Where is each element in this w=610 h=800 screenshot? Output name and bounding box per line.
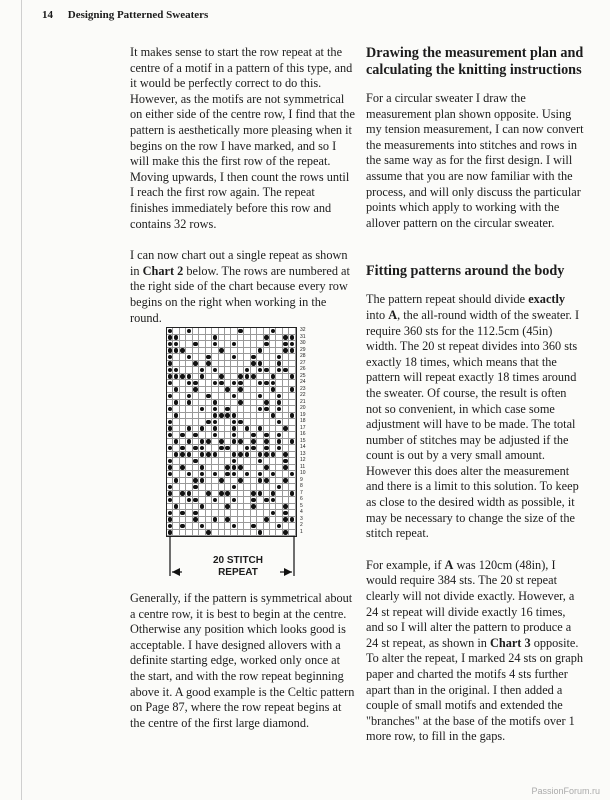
row-number: 17 xyxy=(300,424,306,431)
row-number: 27 xyxy=(300,359,306,366)
chart-grid xyxy=(166,327,297,537)
row-number: 7 xyxy=(300,489,303,496)
paragraph: I can now chart out a single repeat as shown in Chart 2 below. The rows are numbered at the right side of the chart because every row begins on the right when working in the round. xyxy=(130,248,350,325)
row-number: 31 xyxy=(300,333,306,340)
row-number: 5 xyxy=(300,502,303,509)
row-number: 19 xyxy=(300,411,306,418)
chart-caption: 20 STITCH REPEAT xyxy=(212,555,263,578)
page-number: 14 xyxy=(42,9,53,21)
row-number: 4 xyxy=(300,509,303,515)
row-numbers xyxy=(300,327,306,535)
row-number: 29 xyxy=(300,346,306,353)
row-number: 21 xyxy=(300,398,306,405)
paragraph: It makes sense to start the row repeat at the centre of a motif in a pattern of this type, and it would be perfectly correct to do this. However, as the motifs are not symmetrical on either side of the centre row, I find that the pattern is aesthetically more pleasing when it begins on the row I have marked, and so I will make this the first row of the repeat. Moving upwards, I then count the rows until I reach the first row again. The repeat finishes immediately before this row and contains 32 rows. xyxy=(130,45,355,231)
page-edge-line xyxy=(21,0,22,800)
row-number: 16 xyxy=(300,431,306,437)
row-number: 8 xyxy=(300,483,303,489)
row-number: 18 xyxy=(300,418,306,424)
row-number: 3 xyxy=(300,515,303,522)
chapter-title: Designing Patterned Sweaters xyxy=(67,9,209,21)
paragraph: The pattern repeat should divide exactly into A, the all-round width of the sweater. I require 360 sts for the 112.5cm (45in) width. The 20 st repeat divides into 360 sts exactly 18 times, which means that the pattern will repeat exactly 18 times around the sweater. Of course, the result is often not so convenient, in which case some adjustment will have to be made. The total number of stitches may be adjusted if the count is out by a very small amount. However this does alter the measurement and there is a limit to this solution. To keep as close to the desired width as possible, it may be necessary to change the size of the stitch repeat. xyxy=(366,292,580,541)
row-number: 28 xyxy=(300,353,306,359)
row-number: 9 xyxy=(300,476,303,483)
row-number: 23 xyxy=(300,385,306,392)
row-number: 30 xyxy=(300,340,306,346)
row-number: 6 xyxy=(300,496,303,502)
left-column-bottom xyxy=(130,591,356,747)
row-number: 14 xyxy=(300,444,306,450)
right-column xyxy=(366,45,584,761)
paragraph: For example, if A was 120cm (48in), I would require 384 sts. The 20 st repeat clearly will not divide exactly. However, a 24 st repeat will divide exactly 16 times, and so I will alter the pattern to produce a 24 st repeat, as shown in Chart 3 opposite. To alter the repeat, I marked 24 sts on graph paper and charted the motifs 4 sts further apart than in the original. I then added a couple of small motifs and extended the "branches" at the base of the motifs over 1 more row, to fill in the gaps. xyxy=(366,557,583,744)
row-number: 11 xyxy=(300,463,306,470)
row-number: 10 xyxy=(300,470,306,476)
row-number: 22 xyxy=(300,392,306,398)
row-number: 26 xyxy=(300,366,306,372)
paragraph: Generally, if the pattern is symmetrical about a centre row, it is best to begin at the centre. Otherwise any position which looks good is acceptable. I have designed allovers with a definite starting edge, worked only once at the start, and with the row repeat beginning above it. A good example is the Celtic pattern on Page 87, where the row repeat begins at the centre of the first large diamond. xyxy=(130,591,355,730)
row-number: 20 xyxy=(300,405,306,411)
page-header xyxy=(42,9,220,21)
row-number: 24 xyxy=(300,379,306,385)
section-heading: Fitting patterns around the body xyxy=(366,263,565,280)
paragraph: For a circular sweater I draw the measurement plan shown opposite. Using my tension measurement, I can now convert the measurements into stitches and rows in the same way as for the first design. I will assume that you are now familiar with the process, and will only discuss the particular points which apply to working with the allover pattern on the circular sweater. xyxy=(366,91,584,230)
row-number: 15 xyxy=(300,437,306,444)
knitting-chart-2 xyxy=(166,327,306,537)
row-number: 13 xyxy=(300,450,306,457)
watermark: PassionForum.ru xyxy=(531,786,600,796)
row-number: 32 xyxy=(300,327,306,333)
section-heading: Drawing the measurement plan and calculating the knitting instructions xyxy=(366,45,584,78)
left-column xyxy=(130,45,356,342)
row-number: 25 xyxy=(300,372,306,379)
row-number: 2 xyxy=(300,522,303,528)
row-number: 12 xyxy=(300,457,306,463)
row-number: 1 xyxy=(300,528,303,535)
